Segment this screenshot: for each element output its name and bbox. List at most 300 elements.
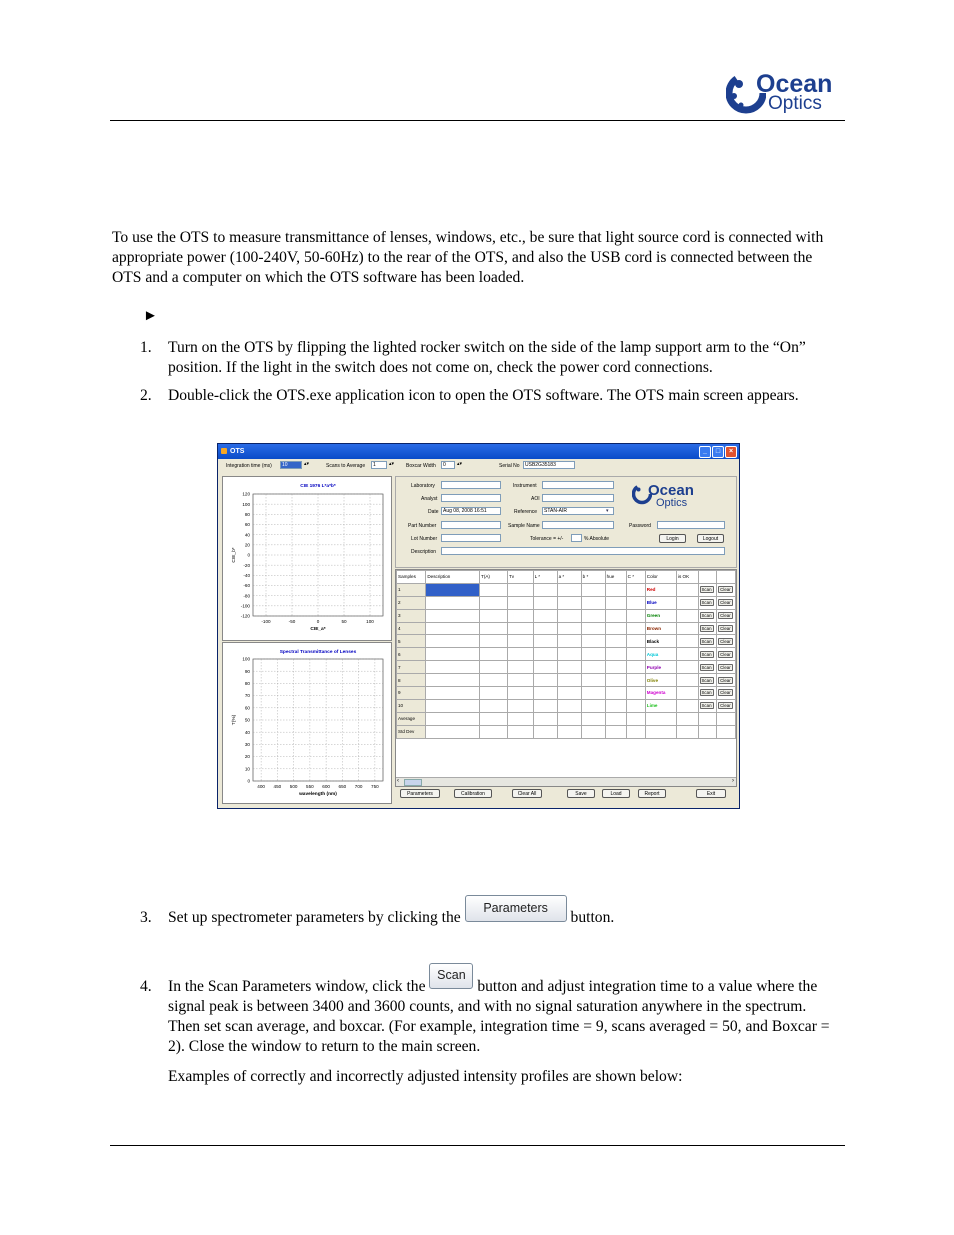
- data-cell[interactable]: [605, 661, 626, 674]
- step-text-before: Set up spectrometer parameters by clicking the: [168, 909, 461, 926]
- report-button[interactable]: Report: [638, 789, 666, 798]
- data-cell[interactable]: [626, 596, 645, 609]
- serial-label: Serial No: [499, 463, 520, 469]
- sample-cell: Std Dev: [397, 725, 426, 738]
- sample-cell: 10: [397, 699, 426, 712]
- step-number: 3.: [140, 909, 152, 926]
- data-cell[interactable]: [507, 596, 533, 609]
- data-cell[interactable]: [507, 687, 533, 700]
- row-scan-button[interactable]: Scan: [701, 626, 712, 631]
- scan-cell: [698, 712, 717, 725]
- scans-spinner-icon[interactable]: ▴▾: [389, 461, 395, 467]
- data-cell[interactable]: [480, 609, 508, 622]
- table-row: [397, 699, 736, 712]
- data-cell[interactable]: [426, 712, 480, 725]
- scan-cell: [698, 583, 717, 596]
- color-cell: [645, 712, 676, 725]
- data-cell[interactable]: [507, 725, 533, 738]
- step-text: [168, 968, 836, 1087]
- clear-all-button[interactable]: Clear All: [512, 789, 542, 798]
- clear-cell: [717, 674, 736, 687]
- is-ok-cell: [676, 622, 698, 635]
- calibration-button[interactable]: Calibration: [454, 789, 492, 798]
- data-cell[interactable]: [507, 699, 533, 712]
- column-header: L *: [533, 571, 557, 584]
- integration-spinner-icon[interactable]: ▴▾: [304, 461, 310, 467]
- data-cell[interactable]: [581, 699, 605, 712]
- row-clear-button[interactable]: Clear: [720, 664, 731, 670]
- row-clear-button[interactable]: Clear: [720, 613, 731, 619]
- data-cell[interactable]: [626, 674, 645, 687]
- y-tick-label: 60: [244, 522, 250, 528]
- clear-cell: [717, 712, 736, 725]
- tolerance-input[interactable]: [571, 534, 582, 542]
- sample-cell: 4: [397, 622, 426, 635]
- data-cell[interactable]: [480, 622, 508, 635]
- data-cell[interactable]: [480, 661, 508, 674]
- scan-cell: [698, 635, 717, 648]
- ocean-optics-logo: [726, 70, 846, 116]
- is-ok-cell: [676, 609, 698, 622]
- exit-button[interactable]: Exit: [696, 789, 726, 798]
- sample-cell: 3: [397, 609, 426, 622]
- scan-cell: [698, 596, 717, 609]
- boxcar-input[interactable]: 0: [441, 461, 455, 469]
- data-cell[interactable]: [533, 635, 557, 648]
- data-cell[interactable]: [533, 699, 557, 712]
- data-cell[interactable]: [605, 635, 626, 648]
- data-cell[interactable]: [480, 674, 508, 687]
- data-cell[interactable]: [507, 609, 533, 622]
- step-text-before: In the Scan Parameters window, click the: [168, 978, 426, 995]
- step-text-after: button.: [570, 909, 615, 926]
- data-cell[interactable]: [426, 648, 480, 661]
- row-scan-button[interactable]: Scan: [701, 651, 712, 657]
- data-cell[interactable]: [581, 687, 605, 700]
- data-cell[interactable]: [626, 687, 645, 700]
- data-cell[interactable]: [533, 687, 557, 700]
- data-cell[interactable]: [533, 725, 557, 738]
- integration-input[interactable]: 10: [280, 461, 302, 469]
- reference-label: Reference: [514, 509, 538, 515]
- row-scan-button[interactable]: Scan: [701, 677, 712, 683]
- data-cell[interactable]: [605, 609, 626, 622]
- scan-inline-button[interactable]: Scan: [429, 963, 473, 989]
- data-cell[interactable]: [426, 596, 480, 609]
- step-followup: Examples of correctly and incorrectly adjusted intensity profiles are shown below:: [168, 1068, 683, 1085]
- data-cell[interactable]: [507, 622, 533, 635]
- row-scan-button[interactable]: Scan: [701, 690, 712, 696]
- step-number: 1.: [140, 339, 152, 356]
- data-cell[interactable]: [426, 622, 480, 635]
- color-cell: [645, 725, 676, 738]
- data-cell[interactable]: [605, 712, 626, 725]
- y-tick-label: -80: [243, 593, 250, 599]
- lot-number-input[interactable]: [441, 534, 501, 542]
- row-clear-button[interactable]: Clear: [720, 638, 731, 644]
- data-cell[interactable]: [480, 596, 508, 609]
- data-cell[interactable]: [605, 674, 626, 687]
- scroll-left-icon[interactable]: ‹: [397, 778, 399, 784]
- x-tick-label: 100: [366, 619, 374, 624]
- scans-label: Scans to Average: [326, 463, 366, 469]
- column-header: Description: [426, 571, 480, 584]
- table-row: [397, 648, 736, 661]
- step-text: Double-click the OTS.exe application icon to open the OTS software. The OTS main screen appears.: [168, 387, 799, 404]
- bullet-arrow: ►: [143, 308, 158, 324]
- data-cell[interactable]: [533, 609, 557, 622]
- laboratory-input[interactable]: [441, 481, 501, 489]
- y-tick-label: 20: [244, 754, 250, 760]
- data-cell[interactable]: [626, 648, 645, 661]
- data-cell[interactable]: [626, 725, 645, 738]
- data-cell[interactable]: [426, 583, 480, 596]
- row-clear-button[interactable]: Clear: [720, 587, 731, 593]
- cie-chart: [223, 477, 391, 640]
- sample-cell: 8: [397, 674, 426, 687]
- data-cell[interactable]: [626, 635, 645, 648]
- y-tick-label: 50: [244, 717, 250, 723]
- data-cell[interactable]: [581, 648, 605, 661]
- app-logo: [632, 479, 724, 515]
- data-cell[interactable]: [626, 661, 645, 674]
- column-header: C *: [626, 571, 645, 584]
- table-row: [397, 596, 736, 609]
- clear-cell: [717, 635, 736, 648]
- sample-cell: 5: [397, 635, 426, 648]
- data-cell[interactable]: [426, 674, 480, 687]
- data-cell[interactable]: [507, 712, 533, 725]
- parameters-button[interactable]: Parameters: [400, 789, 440, 798]
- table-row: [397, 661, 736, 674]
- data-cell[interactable]: [426, 687, 480, 700]
- data-cell[interactable]: [581, 635, 605, 648]
- y-tick-label: 40: [244, 532, 250, 538]
- data-cell[interactable]: [557, 609, 581, 622]
- table-row: [397, 687, 736, 700]
- data-cell[interactable]: [557, 596, 581, 609]
- data-cell[interactable]: [581, 661, 605, 674]
- y-tick-label: 100: [242, 501, 250, 507]
- data-cell[interactable]: [533, 674, 557, 687]
- y-tick-label: 70: [244, 693, 250, 699]
- y-tick-label: -60: [243, 583, 250, 589]
- spectral-chart-panel: [222, 642, 392, 804]
- header-rule: [110, 120, 845, 121]
- results-table: [396, 570, 736, 739]
- x-axis-label: CIE_a*: [310, 627, 326, 632]
- data-cell[interactable]: [626, 609, 645, 622]
- analyst-input[interactable]: [441, 494, 501, 502]
- color-cell: Blue: [645, 596, 676, 609]
- part-number-label: Part Number: [408, 523, 437, 529]
- data-cell[interactable]: [507, 674, 533, 687]
- clear-cell: [717, 699, 736, 712]
- results-table-panel: [395, 569, 737, 787]
- row-clear-button[interactable]: Clear: [720, 690, 731, 696]
- data-cell[interactable]: [533, 648, 557, 661]
- data-cell[interactable]: [557, 712, 581, 725]
- chevron-down-icon[interactable]: ▾: [606, 508, 609, 514]
- is-ok-cell: [676, 674, 698, 687]
- analyst-label: Analyst: [421, 496, 438, 502]
- row-clear-button[interactable]: Clear: [720, 677, 731, 683]
- sample-cell: 9: [397, 687, 426, 700]
- data-cell[interactable]: [480, 712, 508, 725]
- data-cell[interactable]: [557, 674, 581, 687]
- table-row: [397, 635, 736, 648]
- data-cell[interactable]: [581, 622, 605, 635]
- logout-button[interactable]: Logout: [697, 534, 724, 543]
- column-header-action: [698, 571, 717, 584]
- data-cell[interactable]: [507, 583, 533, 596]
- cie-chart-panel: [222, 476, 392, 641]
- color-cell: Olive: [645, 674, 676, 687]
- data-cell[interactable]: [426, 725, 480, 738]
- aoi-input[interactable]: [542, 494, 614, 502]
- data-cell[interactable]: [605, 622, 626, 635]
- instrument-input[interactable]: [542, 481, 614, 489]
- data-cell[interactable]: [605, 648, 626, 661]
- clear-cell: [717, 725, 736, 738]
- app-icon: [221, 448, 227, 454]
- row-scan-button[interactable]: Scan: [701, 587, 712, 593]
- clear-cell: [717, 596, 736, 609]
- minimize-icon[interactable]: _: [699, 446, 711, 458]
- y-tick-label: -40: [243, 572, 250, 578]
- ots-screenshot: [217, 443, 740, 809]
- part-number-input[interactable]: [441, 521, 501, 529]
- sample-name-label: Sample Name: [508, 523, 540, 529]
- data-cell[interactable]: [557, 635, 581, 648]
- data-cell[interactable]: [581, 712, 605, 725]
- data-cell[interactable]: [581, 674, 605, 687]
- date-label: Date: [428, 509, 439, 515]
- intro-paragraph: To use the OTS to measure transmittance of lenses, windows, etc., be sure that light source cord is connected with appropriate power (100-240V, 50-60Hz) to the rear of the OTS, and also the USB cord is connected between the OTS and a computer on which the OTS software has been loaded.: [112, 229, 824, 286]
- row-clear-button[interactable]: Clear: [720, 626, 731, 631]
- logo-text-sub: Optics: [768, 93, 822, 114]
- data-cell[interactable]: [480, 635, 508, 648]
- x-tick-label: -100: [261, 619, 271, 624]
- y-tick-label: -100: [240, 603, 250, 609]
- column-header-action: [717, 571, 736, 584]
- logo-text-main: Ocean: [756, 70, 833, 98]
- step-text-after: button and adjust integration time to a value where the signal peak is between 3400 and 3600 counts, and with no signal saturation anywhere in the spectrum. Then set scan average, and boxcar. (For example, integration time = 9, scans averaged = 50, and Boxcar = 2). Close the window to return to the main screen.: [168, 978, 830, 1055]
- column-header: hue: [605, 571, 626, 584]
- data-cell[interactable]: [626, 712, 645, 725]
- row-scan-button[interactable]: Scan: [701, 664, 712, 670]
- color-cell: Green: [645, 609, 676, 622]
- maximize-icon[interactable]: □: [712, 446, 724, 458]
- scan-cell: [698, 725, 717, 738]
- data-cell[interactable]: [581, 725, 605, 738]
- app-logo-sub: Optics: [656, 497, 688, 509]
- data-cell[interactable]: [533, 661, 557, 674]
- sample-name-input[interactable]: [542, 521, 614, 529]
- clear-cell: [717, 648, 736, 661]
- data-cell[interactable]: [480, 687, 508, 700]
- x-tick-label: 400: [257, 784, 265, 789]
- data-cell[interactable]: [426, 635, 480, 648]
- login-button[interactable]: Login: [659, 534, 686, 543]
- serial-input[interactable]: USB2G35183: [523, 461, 575, 469]
- x-tick-label: 750: [371, 784, 379, 789]
- load-button[interactable]: Load: [602, 789, 630, 798]
- y-tick-label: 90: [244, 668, 250, 674]
- data-cell[interactable]: [581, 583, 605, 596]
- scans-input[interactable]: 1: [371, 461, 387, 469]
- clear-cell: [717, 687, 736, 700]
- is-ok-cell: [676, 687, 698, 700]
- y-tick-label: 0: [247, 778, 250, 784]
- color-cell: Lime: [645, 699, 676, 712]
- data-cell[interactable]: [626, 622, 645, 635]
- row-clear-button[interactable]: Clear: [720, 651, 731, 657]
- table-row: [397, 622, 736, 635]
- parameters-inline-button[interactable]: Parameters: [465, 895, 567, 922]
- scan-cell: [698, 609, 717, 622]
- chart-title: CIE 1976 L*a*b*: [300, 484, 336, 489]
- tolerance-label: Tolerance = +/-: [530, 536, 564, 542]
- step-text: [168, 900, 848, 928]
- x-tick-label: 550: [306, 784, 314, 789]
- clear-cell: [717, 661, 736, 674]
- data-cell[interactable]: [480, 583, 508, 596]
- data-cell[interactable]: [507, 661, 533, 674]
- row-scan-button[interactable]: Scan: [701, 600, 712, 606]
- tolerance-suffix: % Absolute: [584, 536, 610, 542]
- data-cell[interactable]: [605, 699, 626, 712]
- boxcar-spinner-icon[interactable]: ▴▾: [457, 461, 463, 467]
- x-axis-label: wavelength (nm): [299, 792, 337, 797]
- y-tick-label: 60: [244, 705, 250, 711]
- data-cell[interactable]: [426, 699, 480, 712]
- y-tick-label: 10: [244, 766, 250, 772]
- integration-label: Integration time (ms): [226, 463, 272, 469]
- clear-cell: [717, 609, 736, 622]
- y-tick-label: 30: [244, 742, 250, 747]
- instrument-label: Instrument: [513, 483, 537, 489]
- sample-cell: 2: [397, 596, 426, 609]
- scan-cell: [698, 622, 717, 635]
- password-input[interactable]: [657, 521, 725, 529]
- data-cell[interactable]: [581, 596, 605, 609]
- x-tick-label: 450: [273, 784, 282, 789]
- reference-select[interactable]: STAN-AIR: [542, 507, 614, 515]
- sample-cell: 7: [397, 661, 426, 674]
- data-cell[interactable]: [480, 725, 508, 738]
- horizontal-scrollbar[interactable]: [396, 777, 736, 786]
- window-title: OTS: [230, 448, 245, 455]
- data-cell[interactable]: [480, 699, 508, 712]
- column-header: b *: [581, 571, 605, 584]
- is-ok-cell: [676, 712, 698, 725]
- data-cell[interactable]: [557, 687, 581, 700]
- data-cell[interactable]: [557, 699, 581, 712]
- sample-info-form: [395, 476, 737, 568]
- is-ok-cell: [676, 648, 698, 661]
- color-cell: Magenta: [645, 687, 676, 700]
- data-cell[interactable]: [426, 609, 480, 622]
- y-axis-label: CIE_b*: [232, 547, 237, 563]
- y-tick-label: -20: [243, 562, 250, 568]
- data-cell[interactable]: [533, 596, 557, 609]
- table-row: [397, 674, 736, 687]
- data-cell[interactable]: [557, 622, 581, 635]
- clear-cell: [717, 583, 736, 596]
- data-cell[interactable]: [480, 648, 508, 661]
- color-cell: Purple: [645, 661, 676, 674]
- data-cell[interactable]: [626, 583, 645, 596]
- laboratory-label: Laboratory: [411, 483, 435, 489]
- lot-number-label: Lot Number: [411, 536, 438, 542]
- data-cell[interactable]: [533, 712, 557, 725]
- color-cell: Aqua: [645, 648, 676, 661]
- sample-cell: Average: [397, 712, 426, 725]
- boxcar-label: Boxcar Width: [406, 463, 436, 469]
- scan-cell: [698, 661, 717, 674]
- x-tick-label: 650: [338, 784, 347, 789]
- data-cell[interactable]: [605, 596, 626, 609]
- description-label: Description: [411, 549, 437, 555]
- spectral-chart: [223, 643, 391, 803]
- data-cell[interactable]: [557, 583, 581, 596]
- data-cell[interactable]: [605, 583, 626, 596]
- sample-cell: 6: [397, 648, 426, 661]
- data-cell[interactable]: [507, 635, 533, 648]
- row-scan-button[interactable]: Scan: [701, 613, 712, 619]
- color-cell: Red: [645, 583, 676, 596]
- data-cell[interactable]: [557, 648, 581, 661]
- scroll-right-icon[interactable]: ›: [732, 778, 734, 784]
- x-tick-label: 50: [341, 619, 347, 624]
- table-row: [397, 712, 736, 725]
- row-scan-button[interactable]: Scan: [701, 638, 712, 644]
- scrollbar-thumb[interactable]: [404, 779, 422, 786]
- table-row: [397, 725, 736, 738]
- row-scan-button[interactable]: Scan: [701, 703, 712, 709]
- y-tick-label: 100: [242, 656, 250, 662]
- y-tick-label: 0: [247, 552, 250, 558]
- scan-cell: [698, 699, 717, 712]
- data-cell[interactable]: [557, 661, 581, 674]
- description-input[interactable]: [441, 547, 725, 555]
- data-cell[interactable]: [507, 648, 533, 661]
- is-ok-cell: [676, 596, 698, 609]
- row-clear-button[interactable]: Clear: [720, 600, 731, 606]
- footer-rule: [110, 1145, 845, 1146]
- row-clear-button[interactable]: Clear: [720, 703, 731, 709]
- data-cell[interactable]: [581, 609, 605, 622]
- save-button[interactable]: Save: [567, 789, 595, 798]
- is-ok-cell: [676, 661, 698, 674]
- sample-cell: 1: [397, 583, 426, 596]
- data-cell[interactable]: [626, 699, 645, 712]
- data-cell[interactable]: [426, 661, 480, 674]
- x-tick-label: -50: [288, 619, 296, 624]
- close-icon[interactable]: ×: [725, 446, 737, 458]
- data-cell[interactable]: [533, 583, 557, 596]
- data-cell[interactable]: [605, 725, 626, 738]
- y-tick-label: 20: [244, 542, 250, 548]
- data-cell[interactable]: [533, 622, 557, 635]
- column-header: Tv: [507, 571, 533, 584]
- column-header: Color: [645, 571, 676, 584]
- data-cell[interactable]: [605, 687, 626, 700]
- data-cell[interactable]: [557, 725, 581, 738]
- date-input[interactable]: Aug 08, 2008 16:51: [441, 507, 501, 515]
- x-tick-label: 700: [354, 784, 363, 789]
